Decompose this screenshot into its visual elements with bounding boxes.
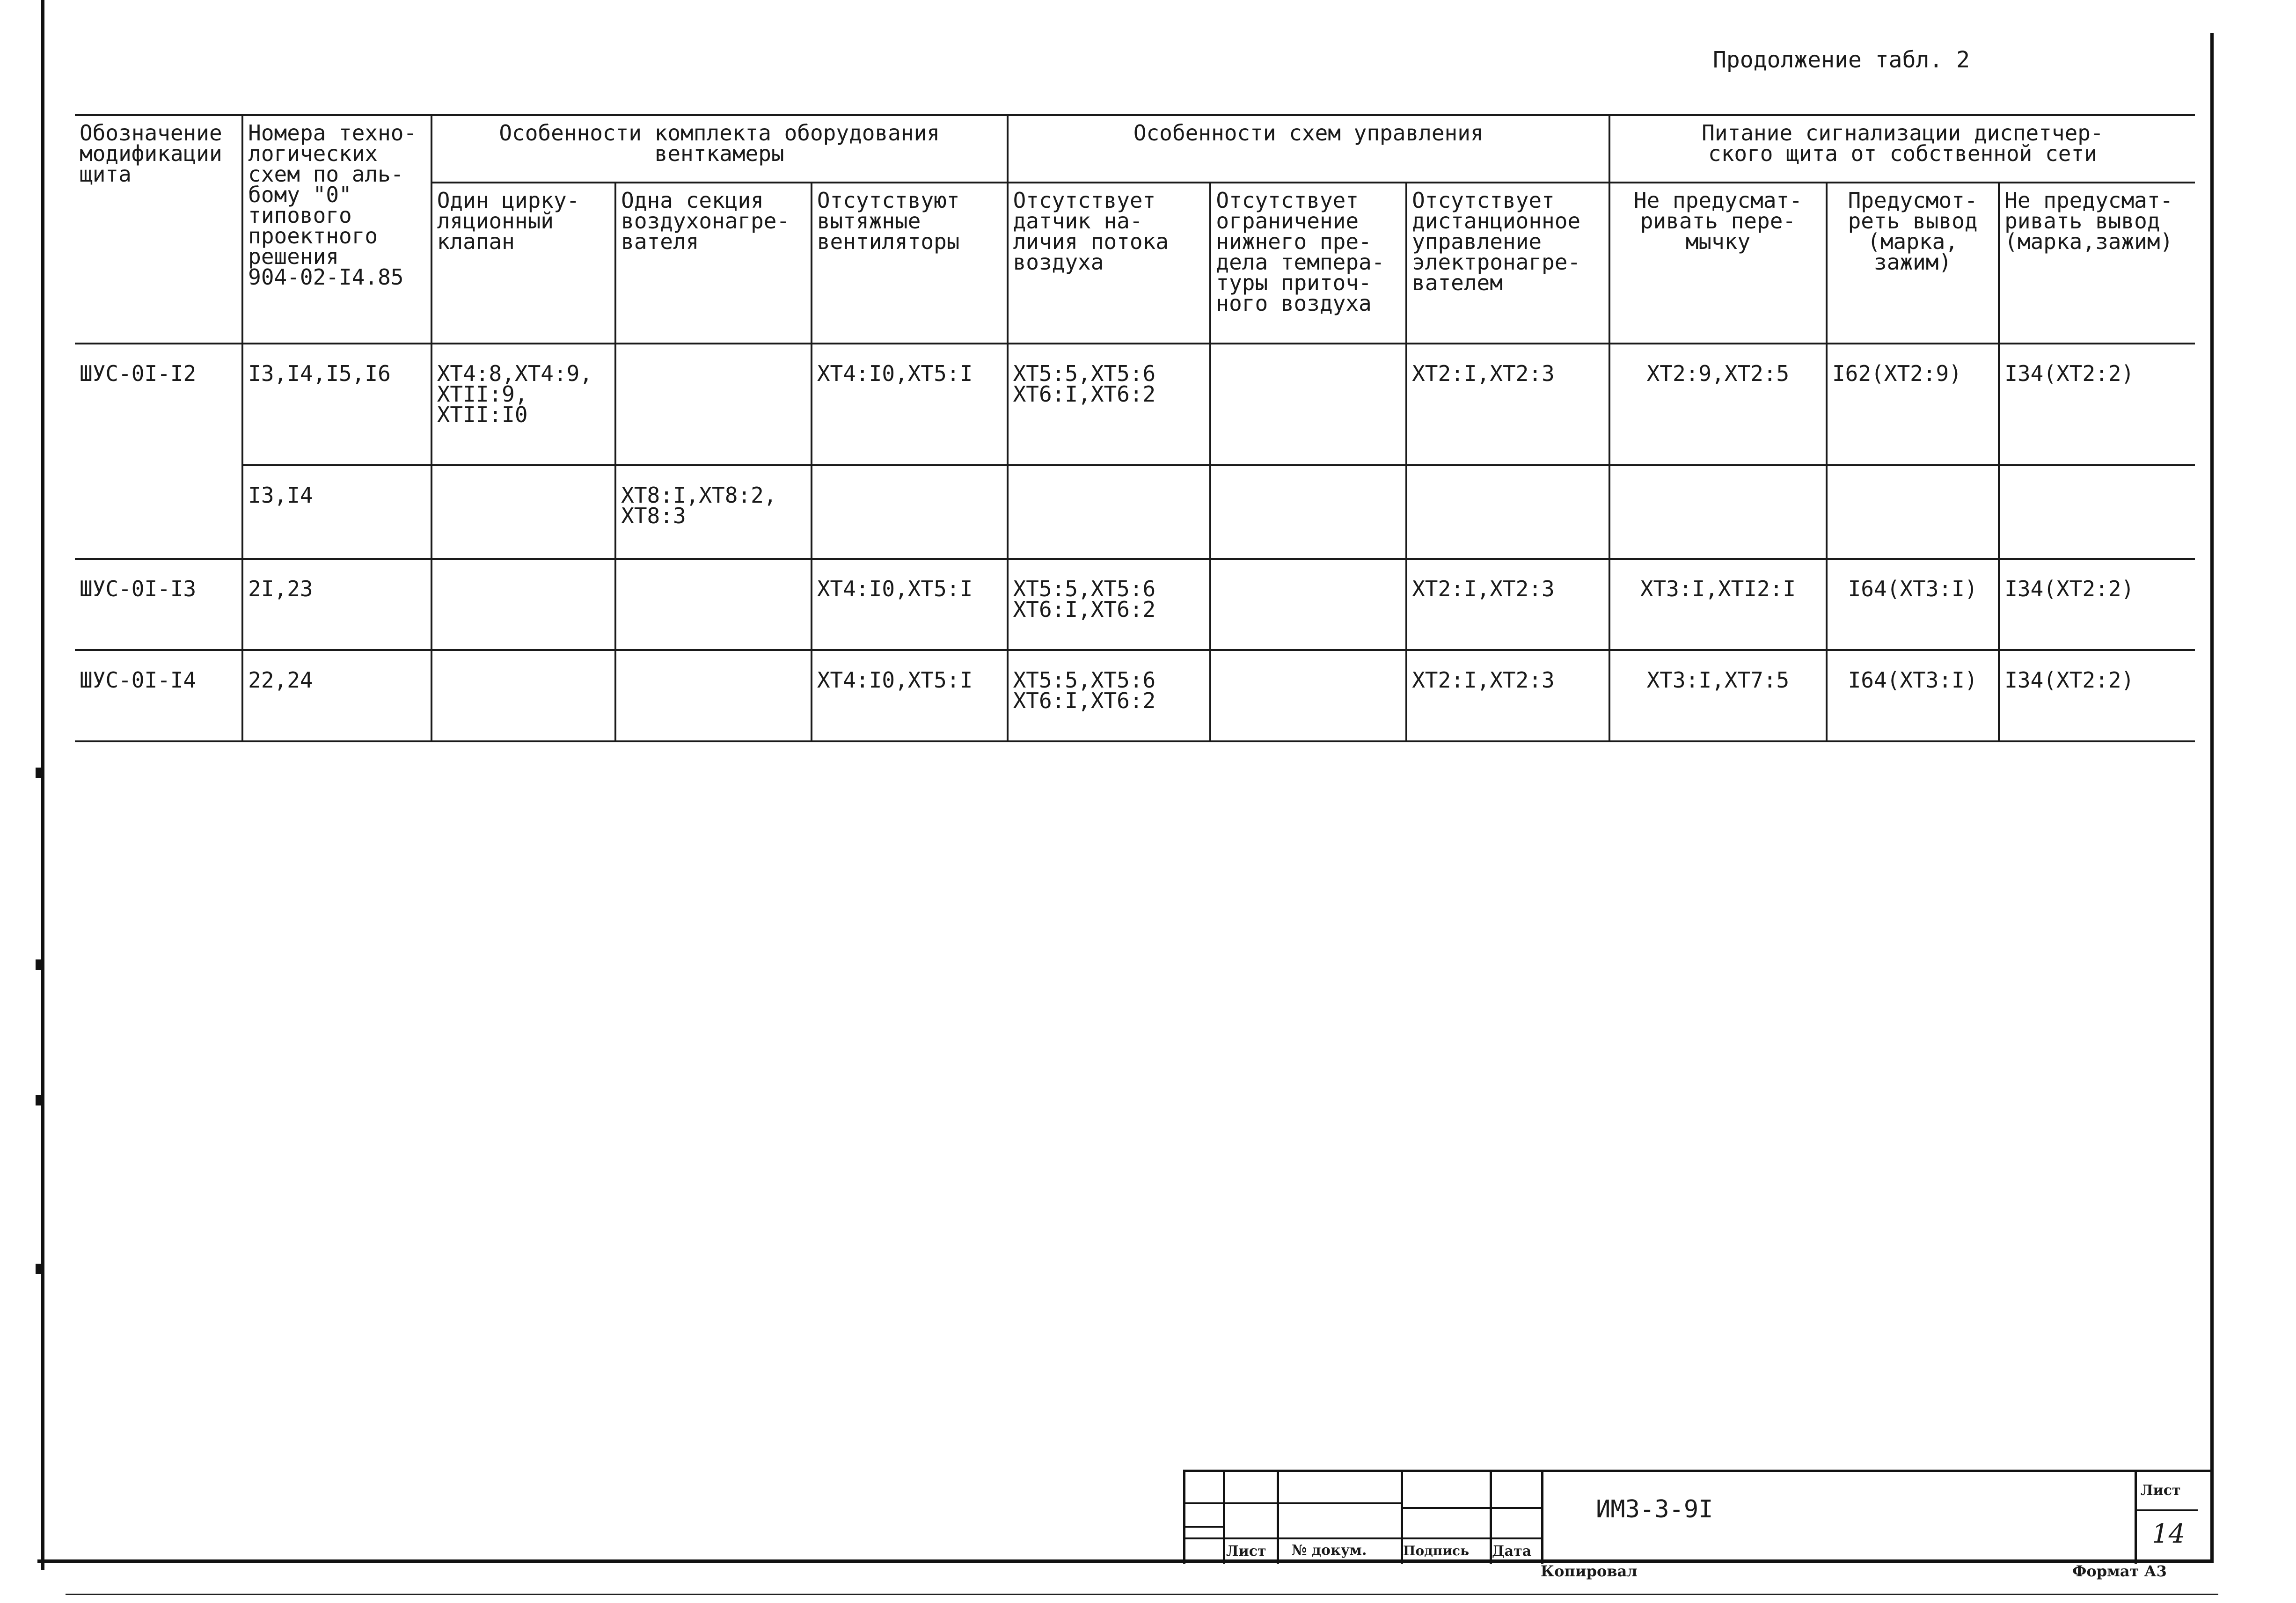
cell-c8 (1827, 465, 1999, 559)
cell-c7: ХТ3:I,ХТ7:5 (1609, 650, 1827, 741)
fold-mark (36, 1264, 41, 1274)
cell-c7 (1609, 465, 1827, 559)
fold-mark (36, 1095, 41, 1105)
document-code: ИМЗ-3-9I (1596, 1495, 1713, 1523)
cell-c1: ХТ4:8,ХТ4:9, ХТII:9, ХТII:I0 (431, 344, 615, 465)
fold-mark (36, 768, 41, 778)
header-sub-6: Отсутствует дистанционное управление электронагре- вателем (1406, 183, 1609, 344)
cell-c9: I34(ХТ2:2) (1999, 559, 2195, 650)
cell-c9: I34(ХТ2:2) (1999, 650, 2195, 741)
header-scheme-numbers: Номера техно- логических схем по аль- бому "0" типового проектного решения 904-02-I4.85 (242, 115, 431, 344)
cell-c6: ХТ2:I,ХТ2:3 (1406, 650, 1609, 741)
table-row (75, 344, 2195, 465)
label-date: Дата (1492, 1543, 1532, 1559)
header-sub-1: Один циркy- ляционный клапан (431, 183, 615, 344)
cell-c6: ХТ2:I,ХТ2:3 (1406, 344, 1609, 465)
cell-c4: ХТ5:5,ХТ5:6 ХТ6:I,ХТ6:2 (1008, 559, 1211, 650)
sheet-number: 14 (2152, 1519, 2186, 1549)
cell-c8: I64(ХТ3:I) (1827, 650, 1999, 741)
label-doc-number: № докум. (1292, 1542, 1367, 1559)
header-sub-5: Отсутствует ограничение нижнего пре- дела темпера- туры приточ- ного воздуха (1210, 183, 1406, 344)
cell-c3: ХТ4:I0,ХТ5:I (812, 650, 1008, 741)
trim-line (66, 1594, 2218, 1595)
cell-c5 (1210, 344, 1406, 465)
label-signature: Подпись (1403, 1543, 1470, 1559)
format-label: Формат А3 (2072, 1562, 2167, 1580)
frame-left-border (41, 0, 44, 1570)
cell-c1 (431, 559, 615, 650)
cell-designation: ШУС-0I-I4 (75, 650, 242, 741)
cell-c7: ХТ3:I,ХТI2:I (1609, 559, 1827, 650)
header-designation: Обозначение модификации щита (75, 115, 242, 344)
cell-c1 (431, 465, 615, 559)
equipment-table (75, 114, 2195, 742)
frame-right-border (2210, 33, 2214, 1563)
cell-c8: I64(ХТ3:I) (1827, 559, 1999, 650)
table-row (75, 559, 2195, 650)
table-row (75, 465, 2195, 559)
cell-c7: ХТ2:9,ХТ2:5 (1609, 344, 1827, 465)
header-group-power: Питание сигнализации диспетчер- ского щита от собственной сети (1609, 115, 2195, 183)
cell-c2 (615, 650, 812, 741)
cell-c3: ХТ4:I0,ХТ5:I (812, 344, 1008, 465)
copied-label: Копировал (1541, 1562, 1638, 1580)
header-sub-2: Одна секция воздухонагре- вателя (615, 183, 812, 344)
cell-c9: I34(ХТ2:2) (1999, 344, 2195, 465)
title-block (1183, 1470, 2214, 1564)
table-caption: Продолжение табл. 2 (1713, 47, 1970, 73)
cell-c4: ХТ5:5,ХТ5:6 ХТ6:I,ХТ6:2 (1008, 650, 1211, 741)
cell-c8: I62(ХТ2:9) (1827, 344, 1999, 465)
cell-c5 (1210, 465, 1406, 559)
cell-schemes: I3,I4 (242, 465, 431, 559)
cell-c1 (431, 650, 615, 741)
cell-schemes: I3,I4,I5,I6 (242, 344, 431, 465)
label-list: Лист (1226, 1543, 1266, 1559)
cell-schemes: 22,24 (242, 650, 431, 741)
header-sub-8: Предусмот- реть вывод (марка, зажим) (1827, 183, 1999, 344)
header-sub-3: Отсутствуют вытяжные вентиляторы (812, 183, 1008, 344)
cell-c3 (812, 465, 1008, 559)
cell-designation: ШУС-0I-I2 (75, 344, 242, 559)
sheet-box (2135, 1472, 2198, 1564)
sheet-label: Лист (2141, 1482, 2181, 1499)
cell-schemes: 2I,23 (242, 559, 431, 650)
cell-c4: ХТ5:5,ХТ5:6 ХТ6:I,ХТ6:2 (1008, 344, 1211, 465)
table-row (75, 650, 2195, 741)
cell-c5 (1210, 559, 1406, 650)
header-sub-9: Не предусмат- ривать вывод (марка,зажим) (1999, 183, 2195, 344)
cell-c6: ХТ2:I,ХТ2:3 (1406, 559, 1609, 650)
header-sub-7: Не предусмат- ривать пере- мычку (1609, 183, 1827, 344)
cell-c5 (1210, 650, 1406, 741)
cell-c3: ХТ4:I0,ХТ5:I (812, 559, 1008, 650)
cell-c9 (1999, 465, 2195, 559)
header-group-control: Особенности схем управления (1008, 115, 1609, 183)
header-sub-4: Отсутствует датчик на- личия потока воздуха (1008, 183, 1211, 344)
cell-c2: ХТ8:I,ХТ8:2, ХТ8:3 (615, 465, 812, 559)
cell-c4 (1008, 465, 1211, 559)
header-group-equipment: Особенности комплекта оборудования венткамеры (431, 115, 1008, 183)
fold-mark (36, 959, 41, 970)
cell-designation: ШУС-0I-I3 (75, 559, 242, 650)
cell-c2 (615, 344, 812, 465)
cell-c6 (1406, 465, 1609, 559)
cell-c2 (615, 559, 812, 650)
